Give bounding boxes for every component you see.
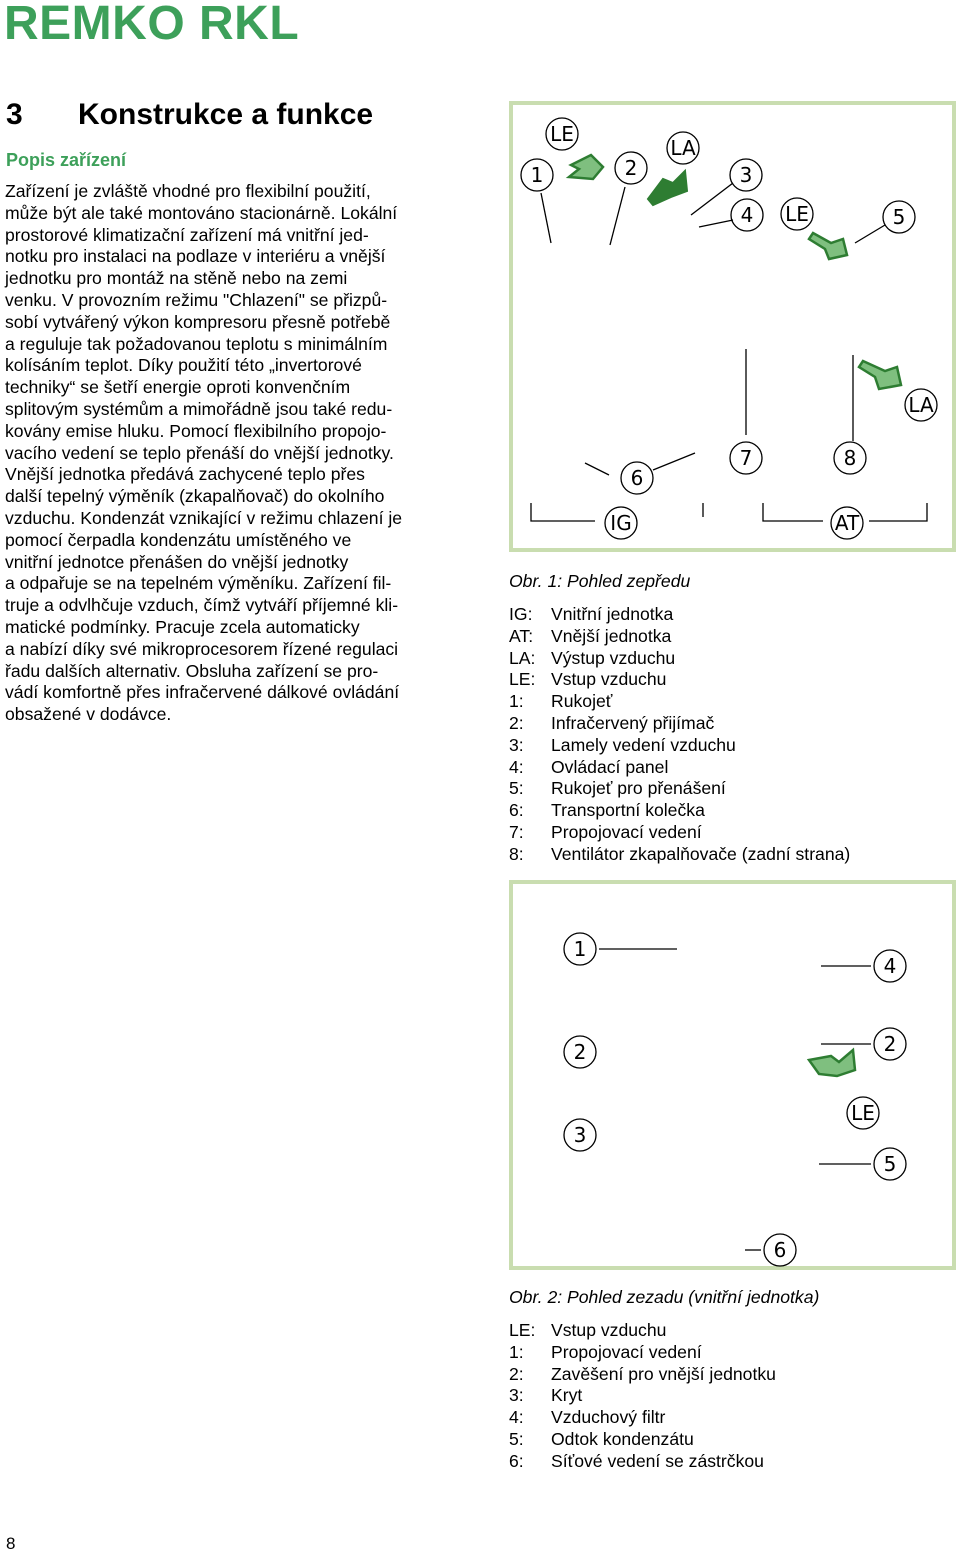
legend-text: Kryt xyxy=(551,1385,583,1406)
body-line: prostorové klimatizační zařízení má vnitřní jed- xyxy=(5,224,369,245)
legend-text: Rukojeť pro přenášení xyxy=(551,778,726,799)
legend-text: Vzduchový filtr xyxy=(551,1407,666,1428)
fig2-label: 2 xyxy=(573,1040,587,1064)
legend-row xyxy=(509,800,850,822)
legend-text: Vstup vzduchu xyxy=(551,1320,667,1340)
legend-key: IG: xyxy=(509,604,533,624)
fig1-label: LA xyxy=(670,136,696,160)
legend-key: 1: xyxy=(509,1341,524,1362)
legend-text: Lamely vedení vzduchu xyxy=(551,734,736,755)
legend-row xyxy=(509,1320,776,1342)
figure-1-legend xyxy=(509,604,850,866)
legend-row xyxy=(509,1407,776,1429)
fig1-label: 5 xyxy=(892,205,906,229)
legend-key: AT: xyxy=(509,625,534,646)
fig2-label: 2 xyxy=(883,1032,897,1056)
legend-row xyxy=(509,691,850,713)
body-line: kolísáním teplot. Díky použití této „invertorové xyxy=(5,355,362,376)
legend-text: Odtok kondenzátu xyxy=(551,1428,694,1449)
body-line: venku. V provozním režimu "Chlazení" se přizpů- xyxy=(5,289,388,310)
legend-row xyxy=(509,1429,776,1451)
figure-1-front-view xyxy=(509,101,956,552)
legend-text: Transportní kolečka xyxy=(551,800,705,821)
figure-1-drawing xyxy=(513,105,960,556)
fig1-label: 3 xyxy=(739,163,753,187)
legend-key: 5: xyxy=(509,778,524,799)
legend-text: Vnitřní jednotka xyxy=(551,604,674,624)
body-line: matické podmínky. Pracuje zcela automaticky xyxy=(5,616,360,637)
fig1-label: 8 xyxy=(843,446,857,470)
legend-text: Síťové vedení se zástrčkou xyxy=(551,1450,764,1471)
legend-key: 6: xyxy=(509,1450,524,1471)
fig2-label: LE xyxy=(851,1101,875,1125)
fig1-label: LE xyxy=(550,122,574,146)
legend-key: 2: xyxy=(509,712,524,733)
body-line: Vnější jednotka předává zachycené teplo přes xyxy=(5,464,365,485)
page-number: 8 xyxy=(6,1534,16,1553)
legend-key: 2: xyxy=(509,1363,524,1384)
section-subtitle: Popis zařízení xyxy=(6,150,127,170)
body-line: vnitřní jednotce přenášen do vnější jednotky xyxy=(5,551,349,572)
figure-2-legend xyxy=(509,1320,776,1473)
legend-text: Výstup vzduchu xyxy=(551,647,676,668)
legend-key: 4: xyxy=(509,1407,524,1428)
legend-text: Propojovací vedení xyxy=(551,821,702,842)
body-line: sobí vytvářený výkon kompresoru přesně potřebě xyxy=(5,311,391,332)
legend-row xyxy=(509,757,850,779)
legend-row xyxy=(509,844,850,866)
body-line: pomocí čerpadla kondenzátu umístěného ve xyxy=(5,529,352,550)
legend-key: 7: xyxy=(509,821,524,842)
body-line: vacího vedení se teplo přenáší do vnější jednotky. xyxy=(5,442,394,463)
legend-key: 1: xyxy=(509,691,524,712)
body-line: vzduchu. Kondenzát vznikající v režimu chlazení je xyxy=(5,507,403,528)
section-heading xyxy=(6,98,373,132)
legend-row xyxy=(509,626,850,648)
fig2-label: 5 xyxy=(883,1152,897,1176)
fig2-label: 4 xyxy=(883,954,897,978)
legend-row xyxy=(509,669,850,691)
body-line: jednotku pro montáž na stěně nebo na zemi xyxy=(5,268,348,289)
body-line: truje a odvlhčuje vzduch, čímž vytváří příjemné kli- xyxy=(5,595,399,616)
legend-row xyxy=(509,713,850,735)
legend-key: LE: xyxy=(509,1320,536,1340)
body-paragraph xyxy=(5,181,475,726)
legend-row xyxy=(509,822,850,844)
legend-row xyxy=(509,1385,776,1407)
body-line: vádí komfortně přes infračervené dálkové ovládání xyxy=(5,682,400,703)
body-line: řadu dalších alternativ. Obsluha zařízení se pro- xyxy=(5,660,379,681)
fig2-label: 1 xyxy=(573,937,587,961)
fig1-label: LA xyxy=(908,393,934,417)
legend-row xyxy=(509,1342,776,1364)
legend-row xyxy=(509,735,850,757)
figure-2-rear-view xyxy=(509,880,956,1270)
legend-text: Propojovací vedení xyxy=(551,1341,702,1362)
body-line: techniky“ se šetří energie oproti konvenčním xyxy=(5,377,351,398)
brand-logo-text: REMKO RKL xyxy=(4,0,300,50)
body-line: další tepelný výměník (zkapalňovač) do okolního xyxy=(5,486,385,507)
legend-text: Rukojeť xyxy=(551,691,613,712)
figure-2-drawing xyxy=(513,884,960,1274)
body-line: notku pro instalaci na podlaze v interiéru a vnější xyxy=(5,246,386,267)
legend-text: Vstup vzduchu xyxy=(551,669,667,690)
legend-key: 8: xyxy=(509,843,524,864)
legend-key: 4: xyxy=(509,756,524,777)
body-line: obsažené v dodávce. xyxy=(5,704,172,725)
fig1-label: 2 xyxy=(624,156,638,180)
legend-text: Zavěšení pro vnější jednotku xyxy=(551,1363,776,1384)
legend-text: Ventilátor zkapalňovače (zadní strana) xyxy=(551,843,851,864)
legend-key: 5: xyxy=(509,1428,524,1449)
figure-1-caption: Obr. 1: Pohled zepředu xyxy=(509,571,691,591)
fig1-label: 1 xyxy=(530,163,544,187)
legend-row xyxy=(509,604,850,626)
fig2-label: 6 xyxy=(773,1238,787,1262)
fig1-label: 6 xyxy=(630,466,644,490)
legend-key: 3: xyxy=(509,734,524,755)
section-title: Konstrukce a funkce xyxy=(78,98,374,131)
figure-2-caption: Obr. 2: Pohled zezadu (vnitřní jednotka) xyxy=(509,1287,820,1307)
legend-text: Ovládací panel xyxy=(551,756,669,777)
legend-row xyxy=(509,648,850,670)
legend-key: LE: xyxy=(509,669,536,690)
body-line: může být ale také montováno stacionárně. Lokální xyxy=(5,202,398,223)
body-line: a odpařuje se na tepelném výměníku. Zařízení fil- xyxy=(5,573,392,594)
legend-key: LA: xyxy=(509,647,536,668)
body-line: Zařízení je zvláště vhodné pro flexibilní použití, xyxy=(5,181,371,201)
legend-row xyxy=(509,1451,776,1473)
fig1-label: AT xyxy=(834,511,860,535)
fig1-label: 4 xyxy=(740,203,754,227)
body-line: a nabízí díky své mikroprocesorem řízené regulaci xyxy=(5,638,399,659)
legend-key: 3: xyxy=(509,1385,524,1406)
body-line: a reguluje tak požadovanou teplotu s minimálním xyxy=(5,333,388,354)
fig1-label: IG xyxy=(610,511,632,535)
body-line: kovány emise hluku. Pomocí flexibilního propojo- xyxy=(5,420,387,441)
fig1-label: 7 xyxy=(739,446,753,470)
section-number: 3 xyxy=(6,98,23,131)
legend-row xyxy=(509,778,850,800)
legend-text: Infračervený přijímač xyxy=(551,712,715,733)
legend-text: Vnější jednotka xyxy=(551,625,672,646)
body-line: splitovým systémům a mimořádně jsou také redu- xyxy=(5,398,393,419)
legend-key: 6: xyxy=(509,800,524,821)
legend-row xyxy=(509,1364,776,1386)
fig2-label: 3 xyxy=(573,1123,587,1147)
fig1-label: LE xyxy=(785,202,809,226)
